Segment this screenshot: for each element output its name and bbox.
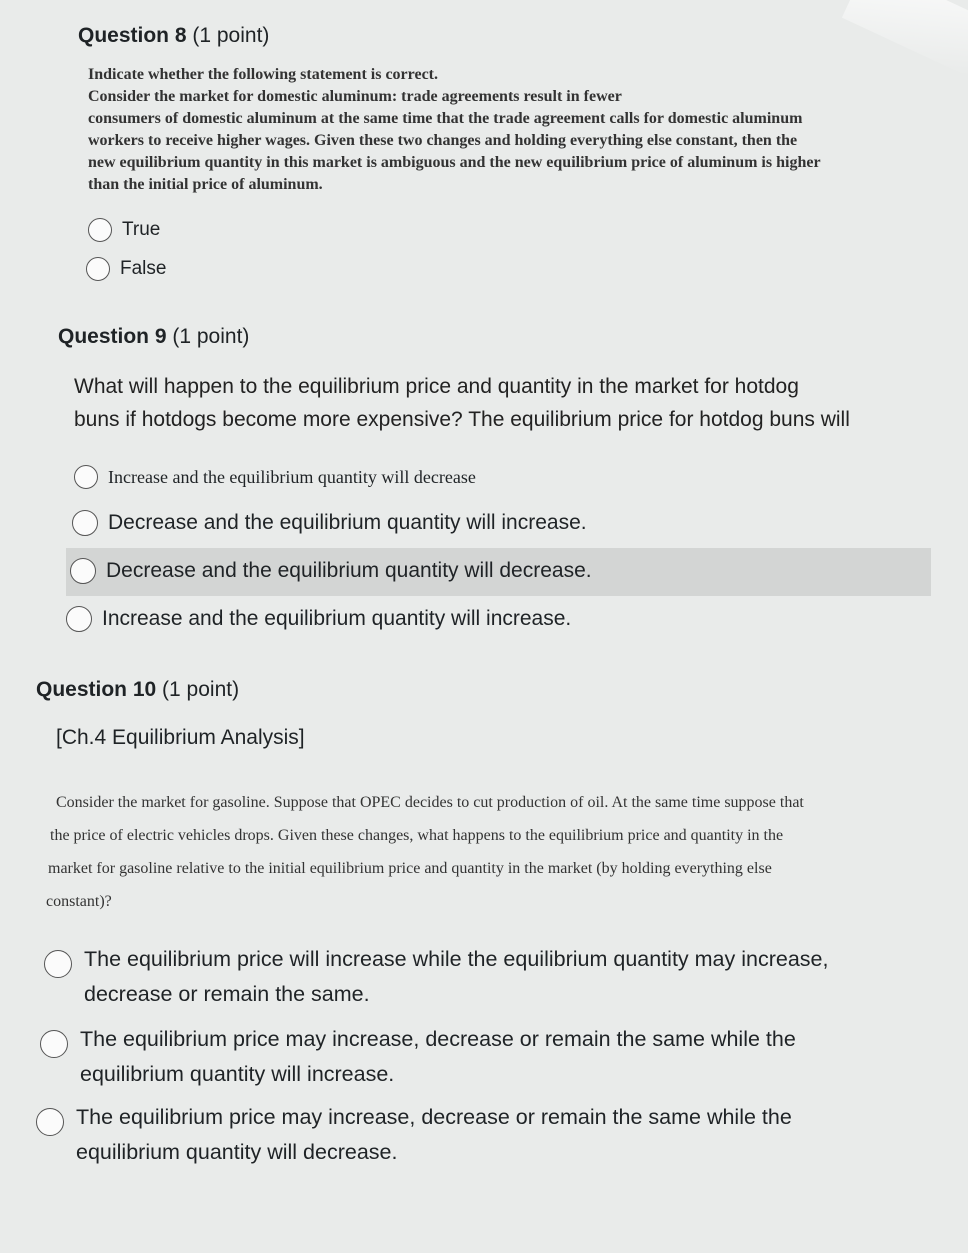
option-line: The equilibrium price may increase, decrease or remain the same while the xyxy=(76,1105,792,1129)
stem-line: than the initial price of aluminum. xyxy=(88,176,323,193)
question-9-points: (1 point) xyxy=(172,325,250,348)
question-10-title xyxy=(36,678,239,702)
stem-line: workers to receive higher wages. Given these two changes and holding everything else constant, then the xyxy=(88,132,798,149)
stem-line: Indicate whether the following statement is correct. xyxy=(88,66,438,83)
stem-line: Consider the market for domestic aluminum: trade agreements result in fewer xyxy=(88,88,622,105)
option-line: decrease or remain the same. xyxy=(84,982,370,1006)
radio-button[interactable] xyxy=(66,606,92,632)
question-9-stem xyxy=(74,370,934,436)
option-line: The equilibrium price will increase while the equilibrium quantity may increase, xyxy=(84,947,829,971)
option-label xyxy=(76,1100,792,1170)
stem-line: the price of electric vehicles drops. Given these changes, what happens to the equilibrium price and quantity in the xyxy=(50,827,784,844)
stem-line: constant)? xyxy=(46,893,112,910)
q10-option-2[interactable] xyxy=(40,1022,796,1092)
stem-line: buns if hotdogs become more expensive? The equilibrium price for hotdog buns will xyxy=(74,408,850,431)
question-10-number: Question 10 xyxy=(36,678,157,701)
question-9-title xyxy=(58,325,249,349)
option-label xyxy=(84,942,828,1012)
stem-line: What will happen to the equilibrium price and quantity in the market for hotdog xyxy=(74,375,799,398)
radio-button[interactable] xyxy=(74,465,98,489)
q9-option-2[interactable] xyxy=(72,508,587,538)
question-8-stem xyxy=(88,64,908,196)
q8-option-false[interactable] xyxy=(86,257,166,281)
option-label: Increase and the equilibrium quantity will decrease xyxy=(108,467,476,487)
radio-button[interactable] xyxy=(88,218,112,242)
stem-line: consumers of domestic aluminum at the same time that the trade agreement calls for domestic aluminum xyxy=(88,110,803,127)
stem-line: market for gasoline relative to the initial equilibrium price and quantity in the market (by holding everything else xyxy=(48,860,772,877)
question-8-title xyxy=(78,24,269,48)
stem-line: Consider the market for gasoline. Suppose that OPEC decides to cut production of oil. At the same time suppose that xyxy=(56,794,804,811)
q10-option-3[interactable] xyxy=(36,1100,792,1170)
option-line: equilibrium quantity will decrease. xyxy=(76,1140,398,1164)
stem-line: new equilibrium quantity in this market is ambiguous and the new equilibrium price of aluminum is higher xyxy=(88,154,821,171)
q9-option-1[interactable] xyxy=(74,465,476,489)
question-10-stem xyxy=(46,786,936,918)
option-label: Decrease and the equilibrium quantity will decrease. xyxy=(106,559,592,582)
radio-button[interactable] xyxy=(40,1030,68,1058)
radio-button[interactable] xyxy=(36,1108,64,1136)
option-label: Increase and the equilibrium quantity will increase. xyxy=(102,607,572,630)
q9-option-4[interactable] xyxy=(66,604,571,634)
option-label: Decrease and the equilibrium quantity will increase. xyxy=(108,511,587,534)
option-label xyxy=(80,1022,796,1092)
question-8-number: Question 8 xyxy=(78,24,187,47)
option-label: True xyxy=(122,219,161,240)
q10-option-1[interactable] xyxy=(44,942,828,1012)
question-10-points: (1 point) xyxy=(162,678,240,701)
radio-button[interactable] xyxy=(70,558,96,584)
radio-button[interactable] xyxy=(72,510,98,536)
radio-button[interactable] xyxy=(86,257,110,281)
option-line: equilibrium quantity will increase. xyxy=(80,1062,395,1086)
question-9-number: Question 9 xyxy=(58,325,167,348)
question-10-chapter-tag: [Ch.4 Equilibrium Analysis] xyxy=(56,726,305,749)
q9-option-3[interactable] xyxy=(70,556,592,586)
option-line: The equilibrium price may increase, decrease or remain the same while the xyxy=(80,1027,796,1051)
q8-option-true[interactable] xyxy=(88,218,160,242)
option-label: False xyxy=(120,258,167,279)
question-8-points: (1 point) xyxy=(192,24,270,47)
radio-button[interactable] xyxy=(44,950,72,978)
